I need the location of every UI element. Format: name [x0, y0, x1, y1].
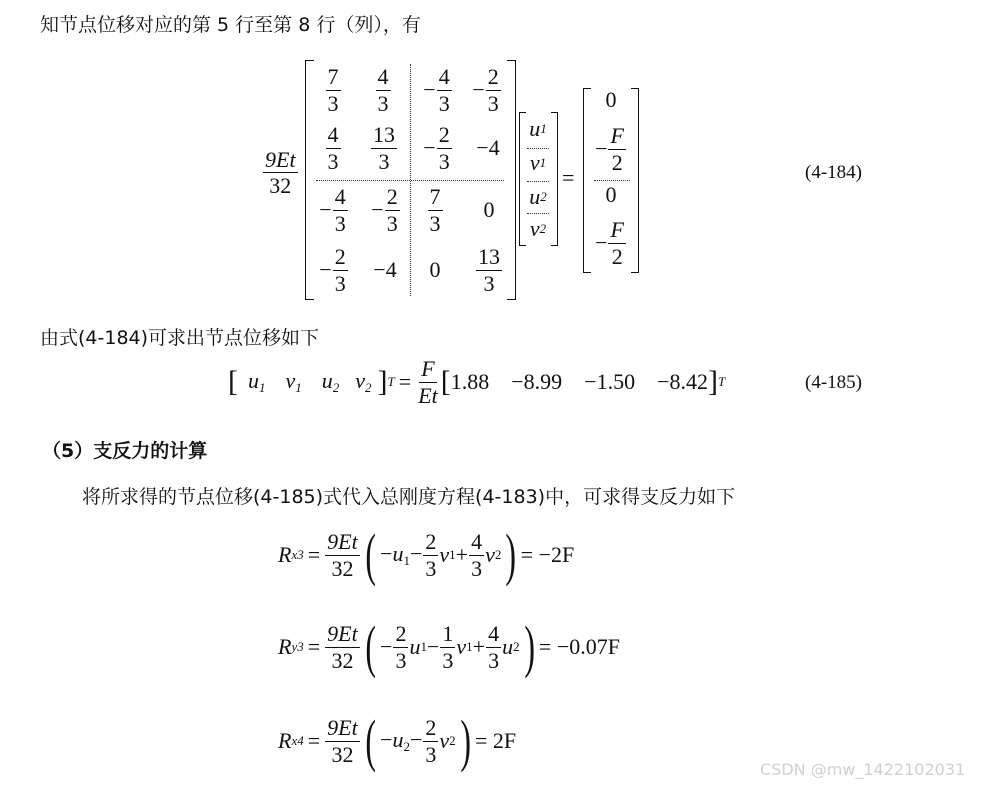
rhs-entry: − $\frac{F}{2}$ — [595, 123, 624, 175]
reaction-rx4: R x4 = $\frac{9Et}{32}$ ( $-u_2-$ $\frac{2}{3}$ v 2 ) = 2F — [278, 708, 517, 773]
paragraph: 将所求得的节点位移(4-185)式代入总刚度方程(4-183)中，可求得支反力如下 — [82, 486, 736, 508]
intro-text: 知节点位移对应的第 5 行至第 8 行（列），有 — [40, 14, 421, 36]
vector-dotted-line — [527, 181, 549, 182]
vector-entry: u 1 — [529, 116, 547, 141]
coef-denominator: 32 — [269, 173, 292, 199]
matrix-cell: 0 — [429, 257, 441, 282]
reaction-subscript: x4 — [291, 733, 304, 748]
text-displacement-intro: 由式(4-184)可求出节点位移如下 — [40, 327, 320, 349]
vector-entry: $v_2$ — [355, 368, 372, 395]
rhs-entry: 0 — [605, 87, 617, 112]
vector-entry: $u_1$ — [248, 368, 266, 395]
matrix-cell: − $\frac{2}{3}$ — [371, 184, 398, 236]
transpose-sup: T — [718, 374, 726, 389]
displacement-value: −8.42 — [657, 369, 709, 394]
vector-entry: $u_2$ — [321, 368, 340, 395]
matrix-cell: − $\frac{4}{3}$ — [423, 64, 450, 116]
coef-numerator: 9Et — [265, 147, 296, 172]
rhs-dotted-line — [594, 180, 630, 181]
reaction-result: = −2F — [520, 542, 575, 567]
vector-entry: v 2 — [529, 216, 547, 241]
matrix-cell: −4 — [476, 135, 500, 160]
matrix-cell: $\frac{7}{3}$ — [327, 64, 339, 116]
matrix-cell: $\frac{4}{3}$ — [377, 64, 389, 116]
equals-sign: = — [562, 165, 575, 190]
reaction-symbol: R — [278, 542, 292, 567]
watermark: CSDN @mw_1422102031 — [760, 760, 966, 779]
equation-label-4-185: (4-185) — [805, 372, 862, 393]
rhs-entry: 0 — [605, 182, 617, 207]
right-bracket: ] — [708, 365, 719, 398]
section-heading: （5）支反力的计算 — [42, 440, 208, 462]
vector-entry: v 1 — [529, 150, 547, 175]
transpose-sup: T — [387, 374, 395, 389]
matrix-cell: − $\frac{2}{3}$ — [472, 64, 499, 116]
vector-right-bracket — [551, 112, 558, 246]
reaction-symbol: R — [278, 728, 292, 753]
matrix-cell: − $\frac{4}{3}$ — [319, 184, 346, 236]
left-bracket: [ — [440, 365, 451, 398]
vector-dotted-line — [527, 148, 549, 149]
left-bracket: [ — [228, 365, 238, 398]
matrix-coefficient — [262, 148, 299, 197]
fraction-F-Et: $\frac{F}{Et}$ — [418, 356, 438, 408]
vector-entry: u 2 — [529, 184, 547, 209]
vector-entry: $v_1$ — [285, 368, 302, 395]
matrix-cell: $\frac{13}{3}$ — [373, 122, 395, 174]
reaction-rx3: R x3 = $\frac{9Et}{32}$ ( $-u_1-$ $\frac{2}{3}$ v 1 + $\frac{4}{3}$ v 2 ) = −2F — [278, 522, 575, 587]
reaction-result: = 2F — [474, 728, 517, 753]
reaction-subscript: x3 — [291, 547, 304, 562]
matrix-cell: −4 — [373, 257, 397, 282]
matrix-cell: $\frac{13}{3}$ — [478, 244, 500, 296]
equation-4-184 — [0, 0, 995, 310]
rhs-entry: − $\frac{F}{2}$ — [595, 217, 624, 269]
reaction-ry3: R y3 = $\frac{9Et}{32}$ ( − $\frac{2}{3}$ u 1 − $\frac{1}{3}$ v 1 + $\frac{4}{3}$ u 2 ) = −0.07F — [278, 614, 620, 679]
matrix-horizontal-partition — [316, 180, 504, 181]
displacement-value: −8.99 — [511, 369, 563, 394]
reaction-symbol: R — [278, 634, 292, 659]
displacement-value: 1.88 — [450, 369, 490, 394]
matrix-cell: − $\frac{2}{3}$ — [319, 244, 346, 296]
vector-dotted-line — [527, 213, 549, 214]
reaction-result: = −0.07F — [538, 634, 620, 659]
matrix-cell: − $\frac{2}{3}$ — [423, 122, 450, 174]
displacement-value: −1.50 — [584, 369, 636, 394]
matrix-cell: $\frac{7}{3}$ — [429, 184, 441, 236]
matrix-cell: $\frac{4}{3}$ — [327, 122, 339, 174]
matrix-cell: 0 — [483, 197, 495, 222]
equation-4-185: [ $u_1$ $v_1$ $u_2$ $v_2$ ] T = $\frac{F}{Et}$ [ 1.88 −8.99 −1.50 −8.42 ] T — [228, 356, 726, 408]
reaction-subscript: y3 — [291, 639, 304, 654]
equation-label-4-184: (4-184) — [805, 162, 862, 183]
right-bracket: ] — [377, 365, 388, 398]
